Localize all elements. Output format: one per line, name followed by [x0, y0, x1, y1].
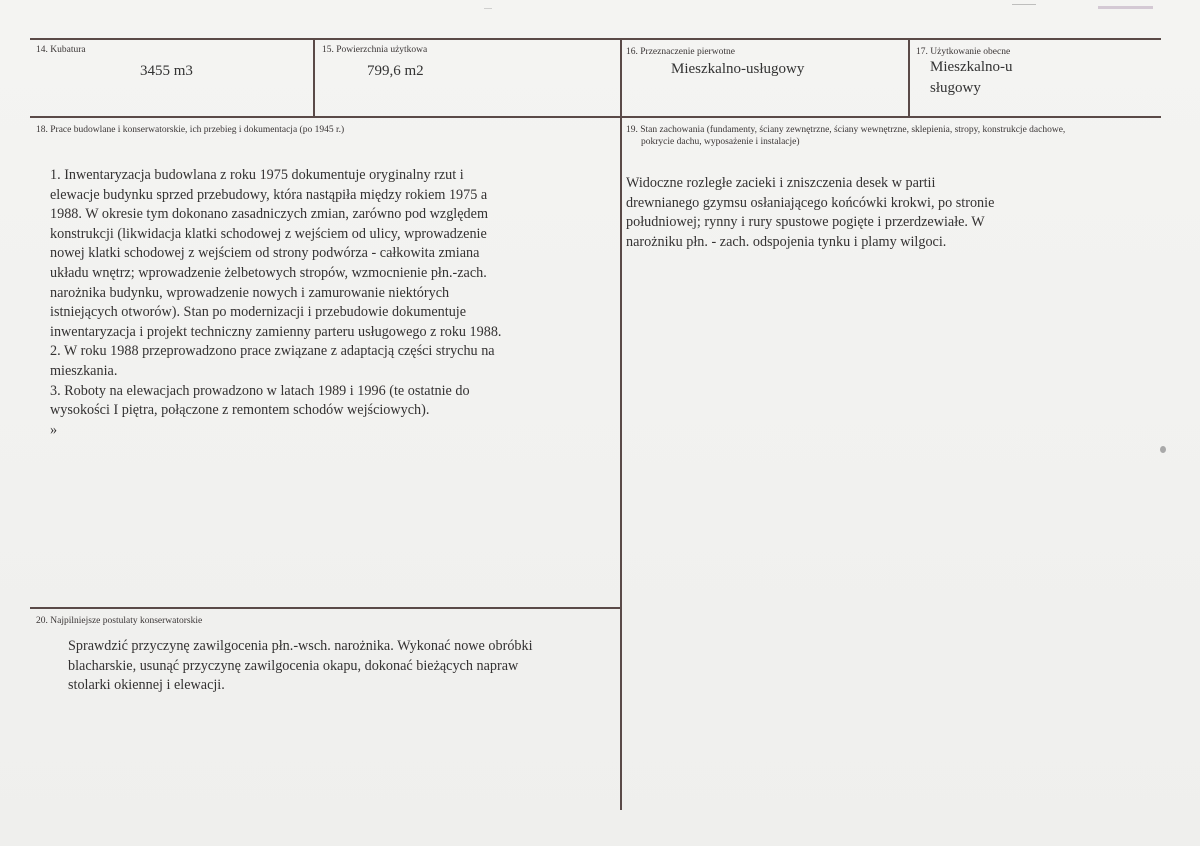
field-20-line: blacharskie, usunąć przyczynę zawilgocenia okapu, dokonać bieżących napraw	[68, 657, 519, 674]
field-19-label-line-2: pokrycie dachu, wyposażenie i instalacje)	[641, 137, 800, 147]
field-18-line: 1. Inwentaryzacja budowlana z roku 1975 dokumentuje oryginalny rzut i	[50, 167, 464, 183]
scan-mark	[1098, 6, 1153, 9]
field-18-line: wysokości I piętra, połączone z remontem schodów wejściowych).	[50, 402, 430, 419]
field-20-line: stolarki okiennej i elewacji.	[68, 677, 225, 694]
field-20-label: 20. Najpilniejsze postulaty konserwatorskie	[36, 616, 203, 626]
field-18-text	[50, 166, 501, 440]
field-16-label: 16. Przeznaczenie pierwotne	[626, 47, 735, 57]
field-19-line: południowej; rynny i rury spustowe pogięte i przerdzewiałe. W	[626, 214, 985, 231]
field-18-line: inwentaryzacja i projekt techniczny zamienny parteru usługowego z roku 1988.	[50, 323, 502, 340]
section-20-top-rule	[30, 607, 621, 609]
scan-mark	[484, 8, 492, 9]
field-18-line: mieszkania.	[50, 362, 118, 379]
field-19-line: drewnianego gzymsu osłaniającego końcówki krokwi, po stronie	[626, 194, 995, 211]
field-14-value: 3455 m3	[140, 63, 193, 79]
top-rule	[30, 38, 1161, 40]
scan-mark	[1012, 4, 1036, 5]
field-15-label: 15. Powierzchnia użytkowa	[322, 45, 428, 55]
field-14-label: 14. Kubatura	[36, 45, 86, 55]
col-divider-16-17	[908, 38, 910, 118]
scan-dot	[1160, 446, 1166, 453]
field-19-line: narożniku płn. - zach. odspojenia tynku i plamy wilgoci.	[626, 233, 947, 250]
field-18-line: elewacje budynku sprzed przebudowy, która nastąpiła między rokiem 1975 a	[50, 186, 488, 203]
field-18-line: 2. W roku 1988 przeprowadzono prace związane z adaptacją części strychu na	[50, 343, 495, 360]
field-17-label: 17. Użytkowanie obecne	[916, 47, 1011, 57]
field-16-value: Mieszkalno-usługowy	[671, 61, 805, 77]
row1-bottom-rule	[30, 116, 1161, 118]
field-18-line: istniejących otworów). Stan po modernizacji i przebudowie dokumentuje	[50, 304, 467, 321]
field-19-line: Widoczne rozległe zacieki i zniszczenia desek w partii	[626, 175, 936, 191]
field-20-line: Sprawdzić przyczynę zawilgocenia płn.-wsch. narożnika. Wykonać nowe obróbki	[68, 638, 533, 654]
field-18-label: 18. Prace budowlane i konserwatorskie, ich przebieg i dokumentacja (po 1945 r.)	[36, 125, 345, 135]
col-divider-14-15	[313, 38, 315, 118]
field-19-text	[626, 174, 994, 252]
field-15-value: 799,6 m2	[367, 63, 424, 79]
field-18-line: narożnika budynku, wprowadzenie nowych i zamurowanie niektórych	[50, 284, 450, 301]
field-18-line: 1988. W okresie tym dokonano zasadniczych zmian, zarówno pod względem	[50, 206, 488, 223]
field-17-value-line-1: Mieszkalno-u	[930, 59, 1013, 75]
field-18-line: nowej klatki schodowej z wejściem od strony podwórza - całkowita zmiana	[50, 245, 480, 262]
field-18-line: 3. Roboty na elewacjach prowadzono w latach 1989 i 1996 (te ostatnie do	[50, 382, 470, 399]
field-18-line: konstrukcji (likwidacja klatki schodowej z wejściem od ulicy, wprowadzenie	[50, 225, 487, 242]
col-divider-15-16	[620, 38, 622, 810]
field-17-value-line-2: sługowy	[930, 80, 981, 96]
field-20-text	[68, 637, 533, 696]
field-18-line: układu wnętrz; wprowadzenie żelbetowych stropów, wzmocnienie płn.-zach.	[50, 264, 487, 281]
field-19-label-line-1: 19. Stan zachowania (fundamenty, ściany zewnętrzne, ściany wewnętrzne, sklepienia, stropy, konstrukcje dachowe,	[626, 125, 1066, 135]
field-18-line: »	[50, 421, 58, 438]
